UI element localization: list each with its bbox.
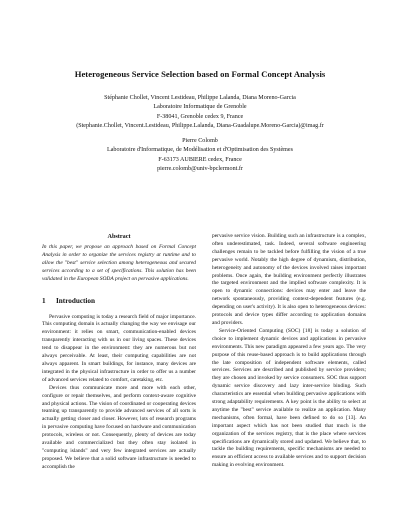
paper-title: Heterogeneous Service Selection based on Formal Concept Analysis [74,69,326,79]
body-paragraph: Service-Oriented Computing (SOC) [18] is today a solution of choice to implement dynamic devices and applications in pervasive environments. This new paradigm appeared a few years ago. The very purpose of this reuse-based approach is to build applications through the late composition of independent software elements, called services. Services are described and published by service providers; they are chosen and invoked by service consumers. SOC thus support dynamic service discovery and lazy inter-service binding. Such characteristics are essential when building pervasive applications with strong adaptability requirements. A key point is the ability to select at anytime the "best" service available to realize an application. Many mechanisms, often formal, have been defined to do so [13]. An important aspect which has not been studied that much is the organization of the services registry, that is the place where services specifications are dynamically stored and updated. We believe that, to tackle the building requirements, specific mechanisms are needed to ensure an efficient access to available services and to support decision making in evolving environment. [212,327,366,469]
abstract-text: In this paper, we propose an approach based on Formal Concept Analysis in order to organize the services registry at runtime and to allow the "best" service selection among heterogeneous and secured services according to a set of specifications. This solution has been validated in the European SODA project on pervasive applications. [42,244,196,282]
section-title: Introduction [56,296,96,305]
right-column [212,233,366,470]
section-number: 1 [42,296,46,305]
affiliation-address: F-38041, Grenoble cedex 9, France [156,113,244,120]
author-names: Stéphanie Chollet, Vincent Lestideau, Philippe Lalanda, Diana Moreno-Garcia [104,95,296,101]
author-block-2 [10,137,390,174]
body-paragraph: Devices thus communicate more and more with each other, configure or repair themselves, and perform context-aware cognitive and physical actions. The vision of coordinated or cooperating devices teaming up transparently to provide advanced services of all sorts is actually getting closer and closer. However, lots of research programs in pervasive computing have focused on hardware and communication protocols, wireless or not. Consequently, plenty of devices are today available and commercialized but they often stay isolated in "computing islands" and very few integrated services are actually proposed. We believe that a solid software infrastructure is needed to accomplish the [42,384,196,470]
body-paragraph: pervasive service vision. Building such an infrastructure is a complex, often underestimated, task. Indeed, several software engineering challenges remain to be tackled before fulfilling the vision of a true pervasive world. Notably the high degree of dynamism, distribution, heterogeneity and autonomy of the devices involved raises important problems. Once again, the building environment perfectly illustrates the targeted environment and the implied software complexity. It is open to dynamic connections: devices may enter and leave the network spontaneously, providing context-dependent features (e.g. depending on user's activity). It is also open to heterogeneous devices: protocols and device types differ according to application domains and providers. [212,233,366,326]
abstract-heading: Abstract [107,233,131,240]
section-heading [42,297,196,306]
affiliation-emails: (Stephanie.Chollet, Vincent.Lestideau, Philippe.Lalanda, Diana-Guadalupe.Moreno-Garcia)@imag.fr [76,122,324,129]
left-column [42,233,196,472]
affiliation-line: Laboratoire Informatique de Grenoble [153,104,247,111]
author-block-1 [10,94,390,131]
author-name-2: Pierre Colomb [182,138,218,144]
affiliation-email-2: pierre.colomb@univ-bpclermont.fr [157,165,243,172]
body-paragraph: Pervasive computing is today a research field of major importance. This computing domain is actually changing the way we envisage our environment: it relies on smart, communication-enabled devices transparently interacting with us in our living spaces. These devices tend to disappear in the environment: they are numerous but not always perceivable. At least, their computing capabilities are not always apparent. In smart buildings, for instance, many devices are integrated in the physical infrastructure in order to offer us a number of advanced services related to comfort, caretaking, etc. [42,313,196,383]
affiliation-line-2: Laboratoire d'Informatique, de Modélisation et d'Optimisation des Systèmes [107,147,293,154]
affiliation-address-2: F-63173 AUBIERE cedex, France [158,156,242,163]
